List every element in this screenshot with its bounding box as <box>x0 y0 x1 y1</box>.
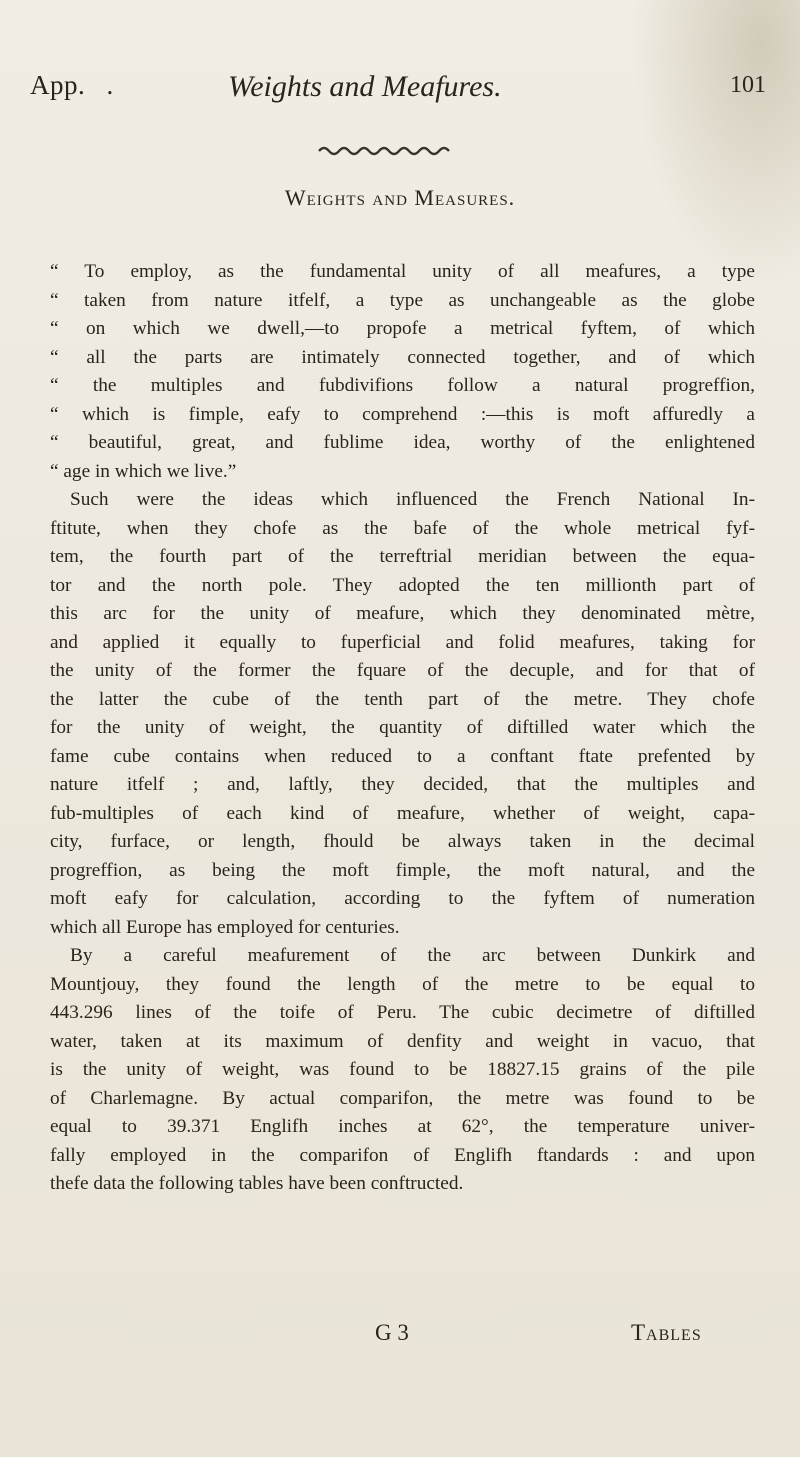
text-line: nature itfelf ; and, laftly, they decided, that the multiples and <box>50 774 755 795</box>
running-header <box>30 70 780 110</box>
header-title: Weights and Meafures. <box>228 70 502 103</box>
header-dot: . <box>106 70 114 100</box>
text-line: for the unity of weight, the quantity of diftilled water which the <box>50 717 755 738</box>
text-line: tor and the north pole. They adopted the ten millionth part of <box>50 574 755 596</box>
text-line: is the unity of weight, was found to be 18827.15 grains of the pile <box>50 1059 755 1080</box>
text-line: the latter the cube of the tenth part of the metre. They chofe <box>50 688 755 710</box>
body-text <box>50 258 755 1199</box>
text-line: equal to 39.371 Englifh inches at 62°, the temperature univer- <box>50 1116 755 1137</box>
text-line: moft eafy for calculation, according to the fyftem of numeration <box>50 888 755 909</box>
catchword: Tables <box>631 1320 702 1345</box>
text-line: water, taken at its maximum of denfity and weight in vacuo, that <box>50 1030 755 1052</box>
text-line: which all Europe has employed for centuries. <box>50 916 400 938</box>
text-line: “ which is fimple, eafy to comprehend :—this is moft affuredly a <box>50 403 755 425</box>
text-line: “ beautiful, great, and fublime idea, worthy of the enlightened <box>50 432 755 453</box>
text-line: fub-multiples of each kind of meafure, whether of weight, capa- <box>50 802 755 824</box>
paragraph-measurement <box>50 942 755 1199</box>
paragraph-quote <box>50 258 755 486</box>
text-line: “ on which we dwell,—to propofe a metrical fyftem, of which <box>50 318 755 339</box>
text-line: tem, the fourth part of the terreftrial meridian between the equa- <box>50 546 755 567</box>
section-title: Weights and Measures. <box>284 185 516 210</box>
text-line: By a careful meafurement of the arc between Dunkirk and <box>70 945 755 966</box>
text-line: of Charlemagne. By actual comparifon, the metre was found to be <box>50 1087 755 1109</box>
text-line: the unity of the former the fquare of the decuple, and for that of <box>50 660 755 681</box>
text-line: “ the multiples and fubdivifions follow a natural progreffion, <box>50 375 755 396</box>
header-section: App. . <box>30 70 114 100</box>
text-line: Mountjouy, they found the length of the metre to be equal to <box>50 973 755 995</box>
text-line: and applied it equally to fuperficial and folid meafures, taking for <box>50 631 755 653</box>
page-number: 101 <box>730 72 766 98</box>
text-line: thefe data the following tables have been conftructed. <box>50 1173 464 1194</box>
page-footer <box>0 1320 800 1360</box>
text-line: progreffion, as being the moft fimple, the moft natural, and the <box>50 859 755 881</box>
text-line: city, furface, or length, fhould be always taken in the decimal <box>50 831 755 852</box>
text-line: ftitute, when they chofe as the bafe of the whole metrical fyf- <box>50 517 755 539</box>
wavy-rule-icon <box>317 145 455 157</box>
paragraph-institute <box>50 486 755 942</box>
signature-mark: G 3 <box>375 1320 409 1345</box>
text-line: fally employed in the comparifon of Englifh ftandards : and upon <box>50 1144 755 1166</box>
text-line: “ age in which we live.” <box>50 460 237 482</box>
text-line: “ taken from nature itfelf, a type as unchangeable as the globe <box>50 289 755 311</box>
text-line: this arc for the unity of meafure, which they denominated mètre, <box>50 603 755 624</box>
text-line: fame cube contains when reduced to a conftant ftate prefented by <box>50 745 755 767</box>
text-line: Such were the ideas which influenced the French National In- <box>70 489 755 510</box>
text-line: 443.296 lines of the toife of Peru. The cubic decimetre of diftilled <box>50 1002 755 1023</box>
text-line: “ To employ, as the fundamental unity of all meafures, a type <box>50 261 755 282</box>
text-line: “ all the parts are intimately connected together, and of which <box>50 346 755 368</box>
